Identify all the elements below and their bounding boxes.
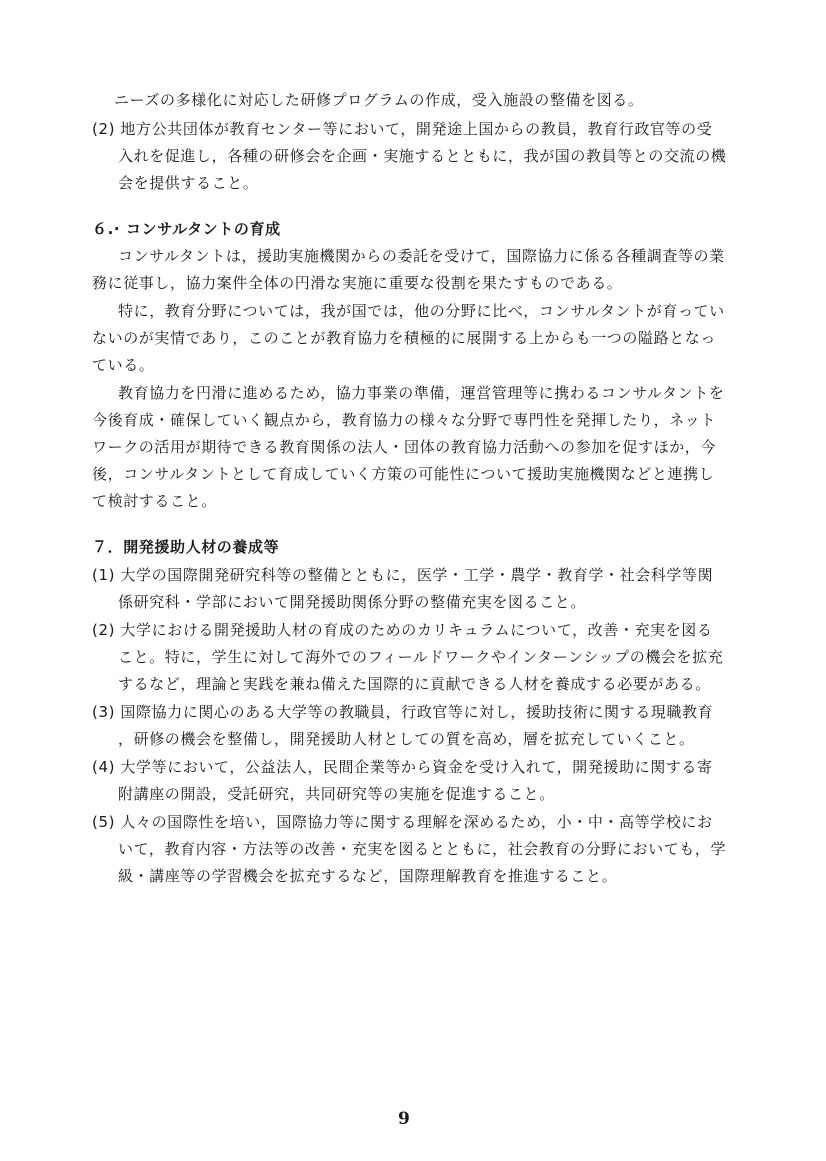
paragraph-line: 教育協力を円滑に進めるため，協力事業の準備，運営管理等に携わるコンサルタントを [118, 384, 725, 402]
list-item-3-line-1: (3) 国際協力に関心のある大学等の教職員，行政官等に対し，援助技術に関する現職教育 [92, 703, 714, 721]
list-item-2-line-1: (2) 大学における開発援助人材の育成のためのカリキュラムについて，改善・充実を図る [92, 621, 713, 639]
list-item-3-line-2: ，研修の機会を整備し，開発援助人材としての質を高め，層を拡充していくこと。 [118, 730, 695, 748]
paragraph-line: 後，コンサルタントとして育成していく方策の可能性について援助実施機関などと連携し [92, 465, 715, 483]
section-7-heading: ７．開発援助人材の養成等 [92, 538, 280, 556]
list-item-4-line-2: 附講座の開設，受託研究，共同研究等の実施を促進すること。 [118, 785, 555, 803]
list-item-1-line-2: 係研究科・学部において開発援助関係分野の整備充実を図ること。 [118, 593, 587, 611]
list-item-2-line-1: (2) 地方公共団体が教育センター等において，開発途上国からの教員，教育行政官等の受 [92, 120, 713, 138]
paragraph-line: ワークの活用が期待できる教育関係の法人・団体の教育協力活動への参加を促すほか，今 [92, 438, 717, 456]
paragraph-line: 務に従事し，協力案件全体の円滑な実施に重要な役割を果たすものである。 [92, 274, 623, 292]
section-6-heading: ６.· コンサルタントの育成 [92, 220, 281, 238]
paragraph-line: て検討すること。 [92, 492, 217, 510]
list-item-2-line-3: 会を提供すること。 [118, 174, 259, 192]
paragraph-line: ないのが実情であり，このことが教育協力を積極的に展開する上からも一つの隘路となっ [92, 329, 717, 347]
list-item-1-line-1: (1) 大学の国際開発研究科等の整備とともに，医学・工学・農学・教育学・社会科学等関 [92, 566, 714, 584]
list-item-5-line-2: いて，教育内容・方法等の改善・充実を図るとともに，社会教育の分野においても，学 [118, 840, 727, 858]
paragraph-line: 今後育成・確保していく観点から，教育協力の様々な分野で専門性を発揮したり，ネット [92, 411, 717, 429]
list-item-4-line-1: (4) 大学等において，公益法人，民間企業等から資金を受け入れて，開発援助に関する寄 [92, 758, 713, 776]
paragraph-line: 特に，教育分野については，我が国では，他の分野に比べ，コンサルタントが育ってい [118, 302, 725, 320]
list-item-5-line-3: 級・講座等の学習機会を拡充するなど，国際理解教育を推進すること。 [118, 867, 618, 885]
text-line: ニーズの多様化に対応した研修プログラムの作成，受入施設の整備を図る。 [114, 91, 644, 109]
list-item-2-line-3: するなど，理論と実践を兼ね備えた国際的に貢献できる人材を養成する必要がある。 [118, 675, 711, 693]
paragraph-line: コンサルタントは，援助実施機関からの委託を受けて，国際協力に係る各種調査等の業 [118, 247, 725, 265]
paragraph-line: ている。 [92, 356, 155, 374]
page-number: 9 [398, 1109, 410, 1129]
list-item-2-line-2: 入れを促進し，各種の研修会を企画・実施するとともに，我が国の教員等との交流の機 [118, 147, 727, 165]
list-item-5-line-1: (5) 人々の国際性を培い，国際協力等に関する理解を深めるため，小・中・高等学校にお [92, 813, 713, 831]
list-item-2-line-2: こと。特に，学生に対して海外でのフィールドワークやインターンシップの機会を拡充 [118, 648, 724, 666]
